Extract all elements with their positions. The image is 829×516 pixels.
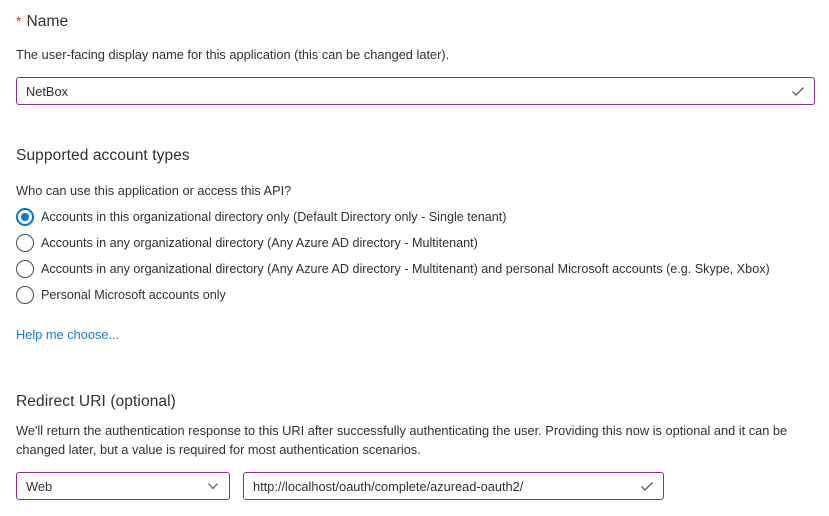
redirect-uri-input[interactable] [243,472,664,500]
radio-option-multitenant-personal[interactable] [16,256,815,282]
required-asterisk: * [16,13,22,29]
name-field-label [16,10,815,33]
account-types-question: Who can use this application or access this API? [16,183,292,198]
radio-option-personal-only[interactable] [16,282,815,308]
redirect-uri-description: We'll return the authentication response to this URI after successfully authenticating the user. Providing this now is optional and it can be changed later, but a value is required for most authentication scenarios. [16,423,788,457]
platform-select-value: Web [26,478,53,494]
name-label: Name [26,13,69,30]
redirect-uri-input-wrap [243,472,664,500]
radio-option-single-tenant[interactable] [16,204,815,230]
redirect-uri-title: Redirect URI (optional) [16,393,176,410]
account-types-radio-group [16,204,815,308]
radio-button-icon[interactable] [16,286,34,304]
radio-option-label: Accounts in any organizational directory (Any Azure AD directory - Multitenant) [41,236,478,250]
radio-button-icon[interactable] [16,234,34,252]
radio-option-label: Accounts in any organizational directory (Any Azure AD directory - Multitenant) and personal Microsoft accounts (e.g. Skype, Xbox) [41,262,770,276]
name-input-wrap [16,77,815,105]
chevron-down-icon [206,479,220,493]
account-types-title: Supported account types [16,147,190,164]
radio-button-icon[interactable] [16,208,34,226]
radio-option-multitenant[interactable] [16,230,815,256]
platform-select[interactable] [16,472,230,500]
redirect-uri-row [16,472,815,500]
help-me-choose-link[interactable]: Help me choose... [16,327,120,342]
radio-option-label: Personal Microsoft accounts only [41,288,226,302]
name-input[interactable] [16,77,815,105]
name-description: The user-facing display name for this application (this can be changed later). [16,47,450,62]
radio-option-label: Accounts in this organizational directory only (Default Directory only - Single tenant) [41,210,507,224]
radio-button-icon[interactable] [16,260,34,278]
